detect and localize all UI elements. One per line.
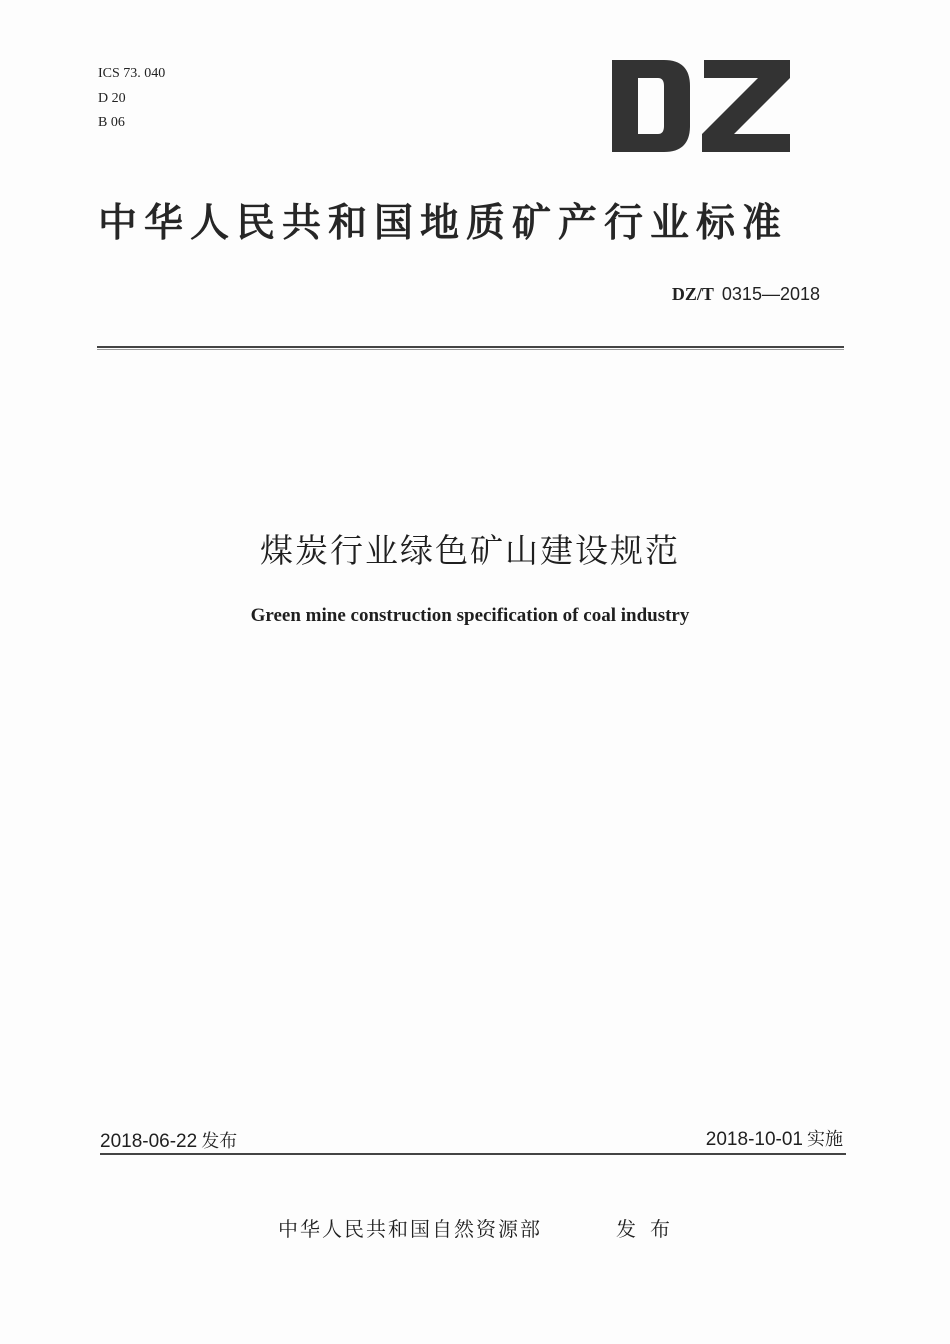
classification-codes — [98, 62, 165, 136]
publisher-name: 中华人民共和国自然资源部 — [278, 1217, 542, 1241]
effective-date-label: 实施 — [807, 1129, 843, 1150]
dz-logo — [612, 60, 792, 152]
bottom-divider — [100, 1153, 846, 1155]
effective-date-value: 2018-10-01 — [705, 1129, 803, 1150]
ics-code: ICS 73. 040 — [98, 66, 166, 81]
category-code: B 06 — [98, 115, 125, 130]
standard-number-value: 0315—2018 — [721, 284, 820, 304]
standard-number — [672, 284, 820, 305]
top-divider — [97, 346, 844, 348]
standard-type-title: 中华人民共和国地质矿产行业标准 — [98, 201, 789, 246]
document-title-zh: 煤炭行业绿色矿山建设规范 — [260, 531, 680, 570]
dz-logo-letter-z — [702, 60, 790, 152]
dz-logo-letter-d — [612, 60, 690, 152]
publisher-label: 发布 — [616, 1217, 684, 1241]
standard-number-prefix: DZ/T — [671, 284, 714, 304]
effective-date — [706, 1125, 843, 1151]
document-title-en: Green mine construction specification of coal industry — [250, 605, 690, 626]
issue-date-value: 2018-06-22 — [100, 1131, 198, 1152]
issue-date-label: 发布 — [201, 1131, 238, 1152]
ccs-code: D 20 — [98, 90, 126, 106]
issue-date — [100, 1127, 237, 1153]
